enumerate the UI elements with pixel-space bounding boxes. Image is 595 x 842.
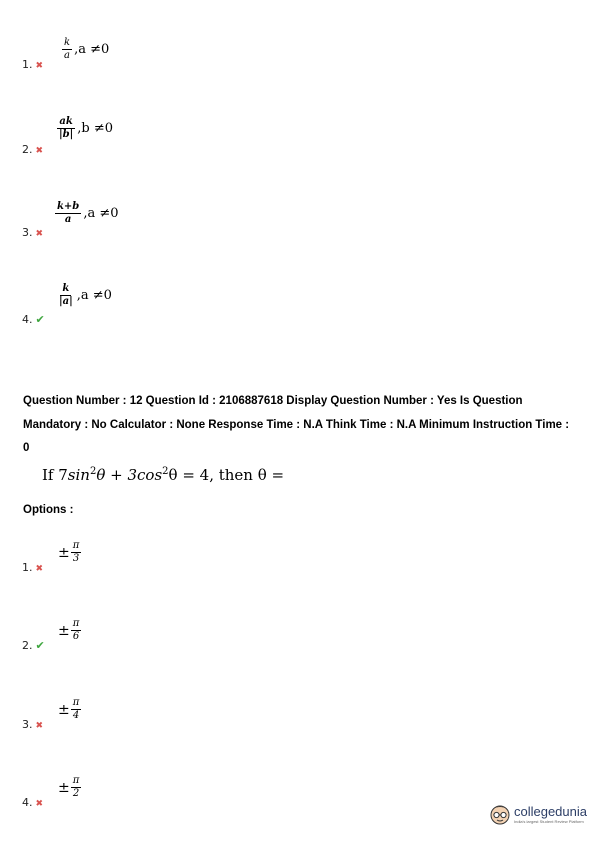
option-formula: ± $\frac{\pi}{2}$	[58, 775, 80, 799]
wrong-mark-icon: ✖	[35, 564, 44, 574]
wrong-mark-icon: ✖	[35, 721, 44, 731]
option-number: 3.	[22, 226, 33, 239]
option-number: 4.	[22, 313, 33, 326]
wrong-mark-icon: ✖	[35, 229, 44, 239]
logo-tagline: India's largest Student Review Platform	[513, 819, 584, 824]
option-formula: $\frac{ak}{|b|}$ ,b ≠0	[59, 116, 114, 140]
question-info: Question Number : 12 Question Id : 2106887618 Display Question Number : Yes Is Question Mandatory : No Calculator : None Response Time : N.A Think Time : N.A Minimum Instruction Time : 0	[23, 395, 570, 454]
option-formula: ± $\frac{\pi}{3}$	[58, 540, 80, 564]
option-number: 4.	[22, 796, 33, 809]
option-number: 1.	[22, 58, 33, 71]
correct-check-icon: ✔	[35, 639, 45, 652]
wrong-mark-icon: ✖	[35, 146, 44, 156]
question-text: If $7\sin^2\theta + 3\cos^2\theta = 4$, then θ =	[42, 466, 285, 484]
mascot-icon	[489, 802, 511, 826]
option-number: 2.	[22, 143, 33, 156]
correct-check-icon: ✔	[35, 313, 45, 326]
collegedunia-logo	[489, 802, 587, 826]
options-label: Options :	[23, 504, 74, 516]
option-formula: $\frac{k}{|a|}$ ,a ≠0	[59, 283, 112, 307]
option-formula: ± $\frac{\pi}{6}$	[58, 618, 80, 642]
wrong-mark-icon: ✖	[35, 61, 44, 71]
option-number: 2.	[22, 639, 33, 652]
logo-name: collegedunia	[513, 804, 587, 819]
option-number: 3.	[22, 718, 33, 731]
option-number: 1.	[22, 561, 33, 574]
option-formula: ± $\frac{\pi}{4}$	[58, 697, 80, 721]
wrong-mark-icon: ✖	[35, 799, 44, 809]
option-formula: $\frac{k+b}{a}$ ,a ≠0	[57, 201, 119, 225]
option-formula: $\frac{k}{a}$ ,a ≠0	[64, 37, 110, 61]
